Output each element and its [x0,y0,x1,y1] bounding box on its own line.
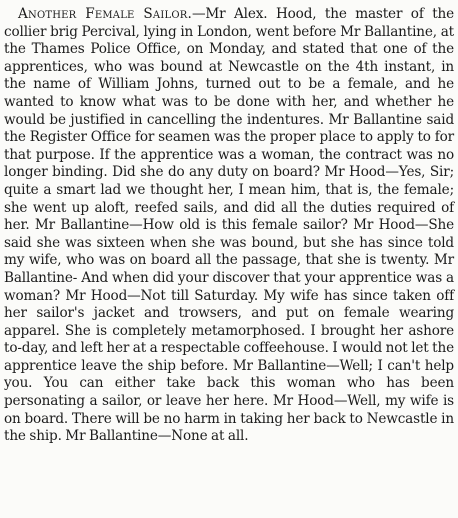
article-paragraph [4,6,454,446]
article-body: —Mr Alex. Hood, the master of the collier brig Percival, lying in London, went before Mr Ballantine, at the Thames Police Office, on Monday, and stated that one of the apprentices, who was bound at Newcastle on the 4th instant, in the name of William Johns, turned out to be a female, and he wanted to know what was to be done with her, and whether he would be justified in cancelling the indentures. Mr Ballantine said the Register Office for seamen was the proper place to apply to for that purpose. If the apprentice was a woman, the contract was no longer binding. Did she do any duty on board? Mr Hood—Yes, Sir; quite a smart lad we thought her, I mean him, that is, the female; she went up aloft, reefed sails, and did all the duties required of her. Mr Ballantine—How old is this female sailor? Mr Hood—She said she was sixteen when she was bound, but she has since told my wife, who was on board all the passage, that she is twenty. Mr Ballantine- And when did your discover that your apprentice was a woman? Mr Hood—Not till Saturday. My wife has since taken off her sailor's jacket and trowsers, and put on female wearing apparel. She is completely metamorphosed. I brought her ashore to-day, and left her at a respectable coffeehouse. I would not let the apprentice leave the ship before. Mr Ballantine—Well; I can't help you. You can either take back this woman who has been personating a sailor, or leave her here. Mr Hood—Well, my wife is on board. There will be no harm in taking her back to Newcastle in the ship. Mr Ballantine—None at all. [4,6,454,445]
article-headline: Another Female Sailor. [18,6,192,22]
